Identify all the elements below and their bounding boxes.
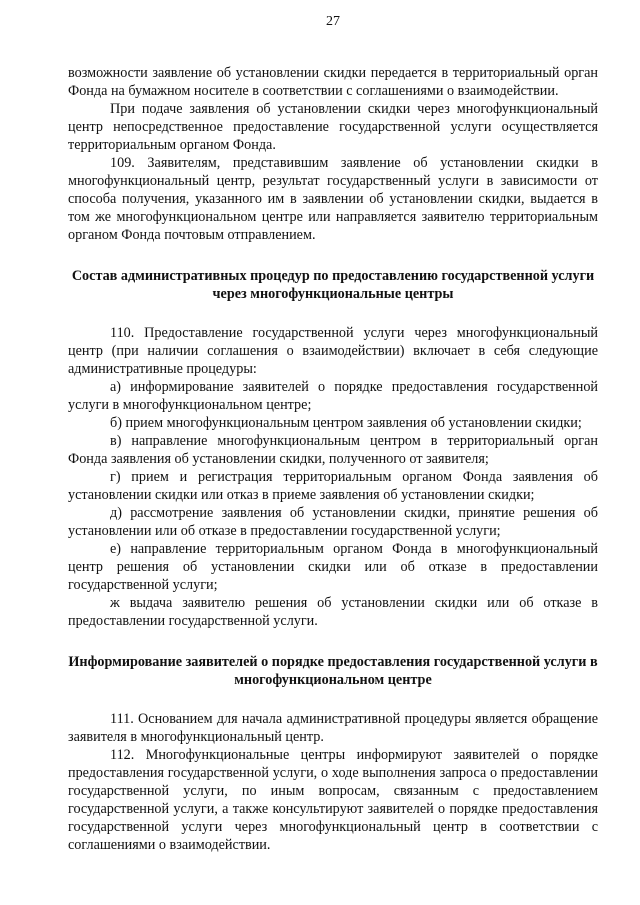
document-page: [68, 0, 598, 905]
list-item-zh: ж выдача заявителю решения об установлении скидки или об отказе в предоставлении государственной услуги.: [68, 595, 598, 629]
list-item-b: б) прием многофункциональным центром заявления об установлении скидки;: [110, 415, 582, 431]
section-heading-procedures: Состав административных процедур по предоставлению государственной услуги через многофункциональные центры: [71, 268, 595, 302]
document-body: [68, 64, 598, 854]
paragraph-109: 109. Заявителям, представившим заявление об установлении скидки в многофункциональный центр, результат государственный услуги в зависимости от способа получения, указанного им в заявлении об установлении скидки, выдается в том же многофункциональном центре или направляется заявителю территориальным органом Фонда почтовым отправлением.: [68, 155, 598, 243]
list-item-a: а) информирование заявителей о порядке предоставления государственной услуги в многофункциональном центре;: [68, 379, 598, 413]
list-item-e: е) направление территориальным органом Фонда в многофункциональный центр решения об установлении скидки или об отказе в предоставлении государственной услуги;: [68, 541, 598, 593]
list-item-d: д) рассмотрение заявления об установлении скидки, принятие решения об установлении или об отказе в предоставлении государственной услуги;: [68, 505, 598, 539]
list-item-g: г) прием и регистрация территориальным органом Фонда заявления об установлении скидки или отказ в приеме заявления об установлении скидки;: [68, 469, 598, 503]
page-number: 27: [326, 14, 340, 29]
paragraph-continuation: возможности заявление об установлении скидки передается в территориальный орган Фонда на бумажном носителе в соответствии с соглашениями о взаимодействии.: [68, 65, 598, 99]
list-item-v: в) направление многофункциональным центром в территориальный орган Фонда заявления об установлении скидки, полученного от заявителя;: [68, 433, 598, 467]
paragraph-110: 110. Предоставление государственной услуги через многофункциональный центр (при наличии соглашения о взаимодействии) включает в себя следующие административные процедуры:: [68, 325, 598, 377]
paragraph-112: 112. Многофункциональные центры информируют заявителей о порядке предоставления государственной услуги, о ходе выполнения запроса о предоставлении государственной услуги, по иным вопросам, связанным с предоставлением государственной услуги, а также консультируют заявителей о порядке предоставления государственной услуги через многофункциональный центр в соответствии с соглашениями о взаимодействии.: [68, 747, 598, 853]
paragraph-111: 111. Основанием для начала административной процедуры является обращение заявителя в многофункциональный центр.: [68, 711, 598, 745]
paragraph: При подаче заявления об установлении скидки через многофункциональный центр непосредственное предоставление государственной услуги осуществляется территориальным органом Фонда.: [68, 101, 598, 153]
section-heading-informing: Информирование заявителей о порядке предоставления государственной услуги в многофункциональном центре: [68, 654, 598, 688]
